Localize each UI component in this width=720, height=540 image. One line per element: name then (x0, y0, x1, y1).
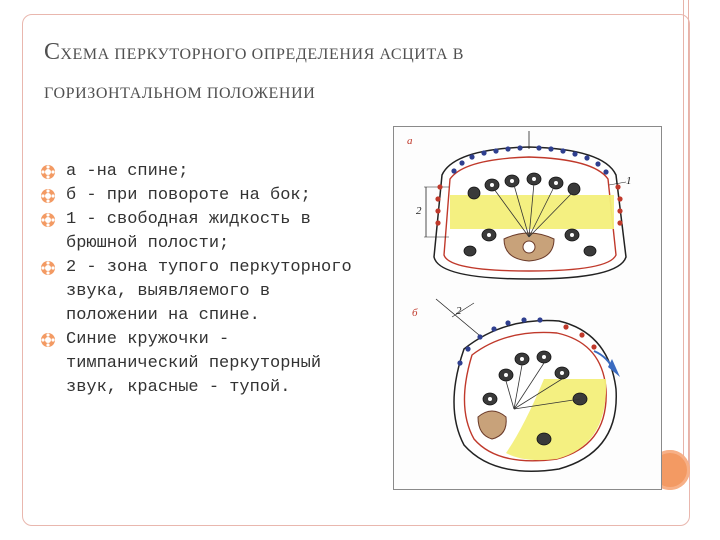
bullet-text: б - при повороте на бок; (66, 186, 311, 205)
marker-2: 2 (416, 205, 422, 217)
bullet-item (40, 256, 370, 328)
flower-bullet-icon (40, 212, 56, 228)
flower-bullet-icon (40, 260, 56, 276)
bullet-text: 2 - зона тупого перкуторного звука, выявляемого в положении на спине. (66, 258, 352, 325)
diagram-supine (424, 131, 626, 279)
flower-bullet-icon (40, 164, 56, 180)
fluid-region (450, 195, 614, 229)
title-line-1: ХЕМА ПЕРКУТОРНОГО ОПРЕДЕЛЕНИЯ АСЦИТА В (60, 46, 465, 63)
diagram-on-side (436, 299, 620, 471)
bullet-item (40, 160, 370, 184)
bullet-list (40, 160, 370, 400)
slide-title (44, 34, 684, 112)
bullet-text: 1 - свободная жидкость в брюшной полости; (66, 210, 311, 253)
diagram-svg (394, 127, 661, 489)
bullet-text: Синие кружочки - тимпанический перкуторный звук, красные - тупой. (66, 330, 322, 397)
marker-1: 1 (626, 175, 632, 187)
bullet-item (40, 184, 370, 208)
bullet-item (40, 208, 370, 256)
title-line-2: ГОРИЗОНТАЛЬНОМ ПОЛОЖЕНИИ (44, 85, 316, 102)
flower-bullet-icon (40, 188, 56, 204)
decorative-line (688, 0, 689, 476)
ascites-diagram (393, 126, 662, 490)
bullet-item (40, 328, 370, 400)
title-capital: С (44, 39, 61, 65)
label-a: а (407, 135, 413, 147)
flower-bullet-icon (40, 332, 56, 348)
label-b: б (412, 307, 418, 319)
marker-2-side: 2 (456, 305, 462, 317)
bullet-text: а -на спине; (66, 162, 189, 181)
